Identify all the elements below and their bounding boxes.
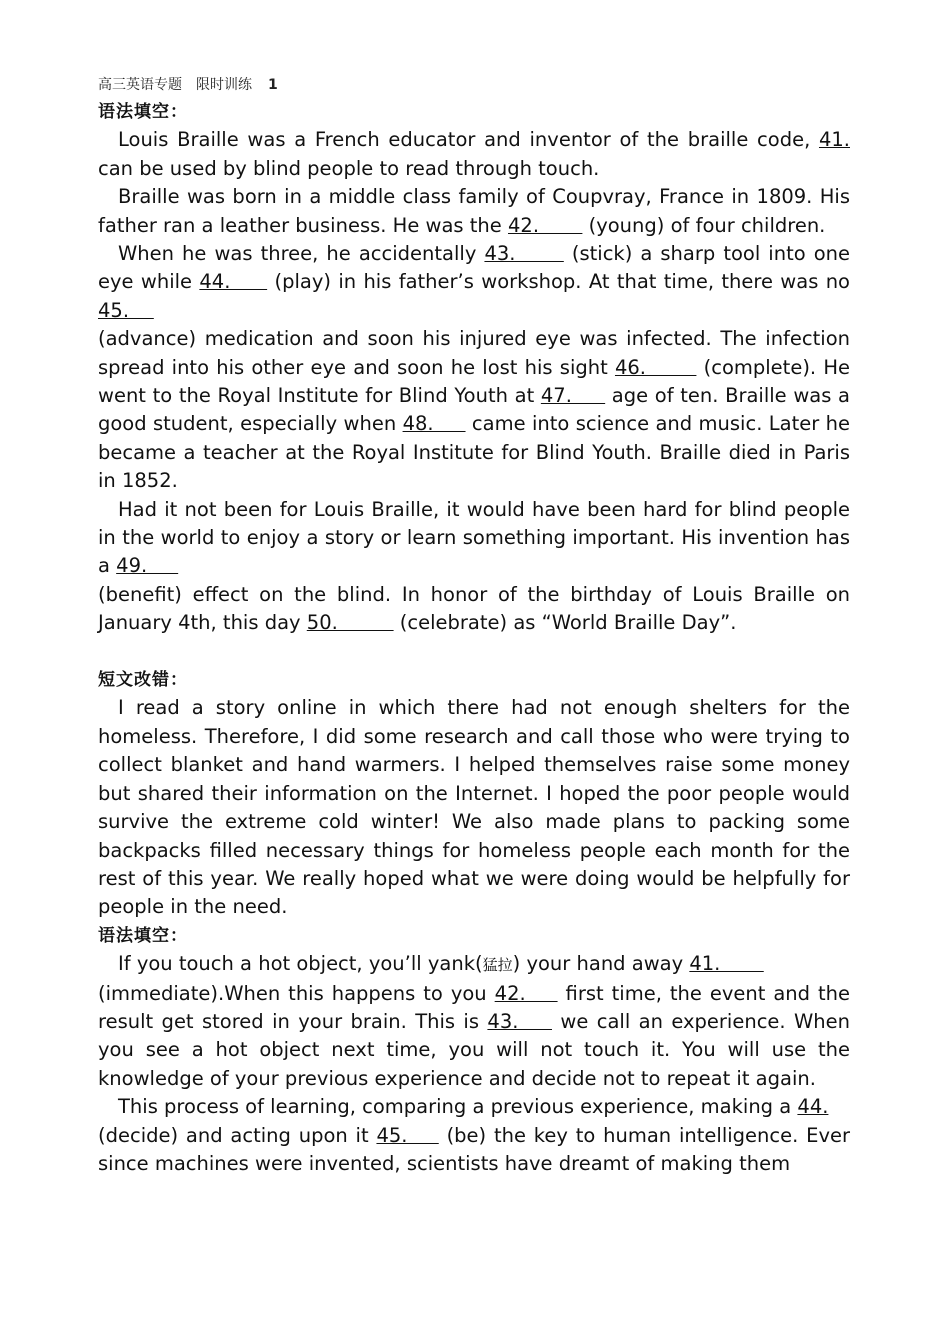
- text-run: can be used by blind people to read through touch.: [98, 156, 600, 180]
- text-run: (young) of four children.: [582, 213, 826, 237]
- text-run: (complete). He went to the Royal Institute for Blind Youth at: [98, 355, 850, 408]
- section3-paragraph-2: [98, 1093, 850, 1178]
- blank-46: 46.: [614, 355, 697, 379]
- blank-44: 44.: [199, 270, 268, 294]
- text-run: (stick) a sharp tool into one eye while: [98, 242, 850, 294]
- section3-title: 语法填空：: [98, 925, 188, 946]
- section1-paragraph-4: [98, 496, 850, 638]
- text-run: first time, the event and the result get stored in your brain. This is: [98, 981, 851, 1033]
- blank-43: 43.: [487, 1009, 552, 1033]
- text-run: age of ten. Braille was a good student, especially when: [98, 384, 850, 436]
- section3-paragraph-1: [98, 950, 850, 1093]
- text-run: (celebrate) as “World Braille Day”.: [393, 611, 737, 635]
- blank-45: 45.: [376, 1123, 439, 1147]
- blank-44: 44.: [797, 1095, 829, 1119]
- text-run: If you touch a hot object, you’ll yank(: [118, 952, 483, 976]
- text-run: Had it not been for Louis Braille, it would have been hard for blind people in the world to enjoy a story or learn something important. His invention has a: [98, 497, 850, 578]
- text-run: When he was three, he accidentally: [118, 242, 485, 266]
- text-run: (be) the key to human intelligence. Ever since machines were invented, scientists have dreamt of making them: [98, 1123, 851, 1175]
- text-run: (play) in his father’s workshop. At that time, there was no: [267, 270, 850, 294]
- blank-50: 50.: [306, 611, 394, 635]
- header-title: 高三英语专题 限时训练: [98, 77, 252, 93]
- text-run: This process of learning, comparing a previous experience, making a: [118, 1095, 798, 1119]
- chinese-gloss: 猛拉: [482, 956, 513, 975]
- text-run: (advance) medication and soon his injured eye was infected. The infection spread into his other eye and soon he lost his sight: [98, 327, 850, 379]
- text-run: Braille was born in a middle class family of Coupvray, France in 1809. His father ran a leather business. He was the: [98, 185, 850, 237]
- blank-49: 49.: [116, 554, 179, 578]
- blank-41: 41.: [818, 128, 850, 152]
- blank-47: 47.: [540, 384, 606, 408]
- blank-48: 48.: [402, 412, 466, 436]
- page-header: [98, 72, 850, 98]
- section2-title: 短文改错：: [98, 670, 188, 691]
- spacer: [98, 638, 850, 666]
- blank-41: 41.: [689, 952, 764, 976]
- text-run: (immediate).When this happens to you: [98, 981, 495, 1005]
- blank-43: 43.: [484, 242, 564, 266]
- document-page: [98, 72, 850, 1178]
- blank-42: 42.: [494, 981, 558, 1005]
- text-run: (benefit) effect on the blind. In honor of the birthday of Louis Braille on January 4th, this day: [98, 582, 850, 635]
- section1-paragraph-3: [98, 240, 850, 496]
- header-number: 1: [268, 77, 278, 93]
- text-run: (decide) and acting upon it: [98, 1123, 377, 1147]
- blank-45: 45.: [98, 298, 154, 322]
- text-run: Louis Braille was a French educator and inventor of the braille code,: [118, 128, 819, 152]
- text-run: came into science and music. Later he became a teacher at the Royal Institute for Blind Youth. Braille died in Paris in 1852.: [98, 412, 850, 493]
- section1-paragraph-2: [98, 183, 850, 240]
- section1-paragraph-1: [98, 126, 850, 183]
- blank-42: 42.: [508, 213, 583, 237]
- section2-paragraph-1: I read a story online in which there had not enough shelters for the homeless. Therefore, I did some research and call those who were trying to collect blanket and hand warmers. I helped themselves raise some money but shared their information on the Internet. I hoped the poor people would survive the extreme cold winter! We also made plans to packing some backpacks filled necessary things for homeless people each month for the rest of this year. We really hoped what we were doing would be helpfully for people in the need.: [98, 696, 850, 919]
- text-run: ) your hand away: [512, 952, 690, 976]
- text-run: we call an experience. When you see a hot object next time, you will not touch it. You will use the knowledge of your previous experience and decide not to repeat it again.: [98, 1009, 850, 1090]
- section1-title: 语法填空：: [98, 102, 188, 122]
